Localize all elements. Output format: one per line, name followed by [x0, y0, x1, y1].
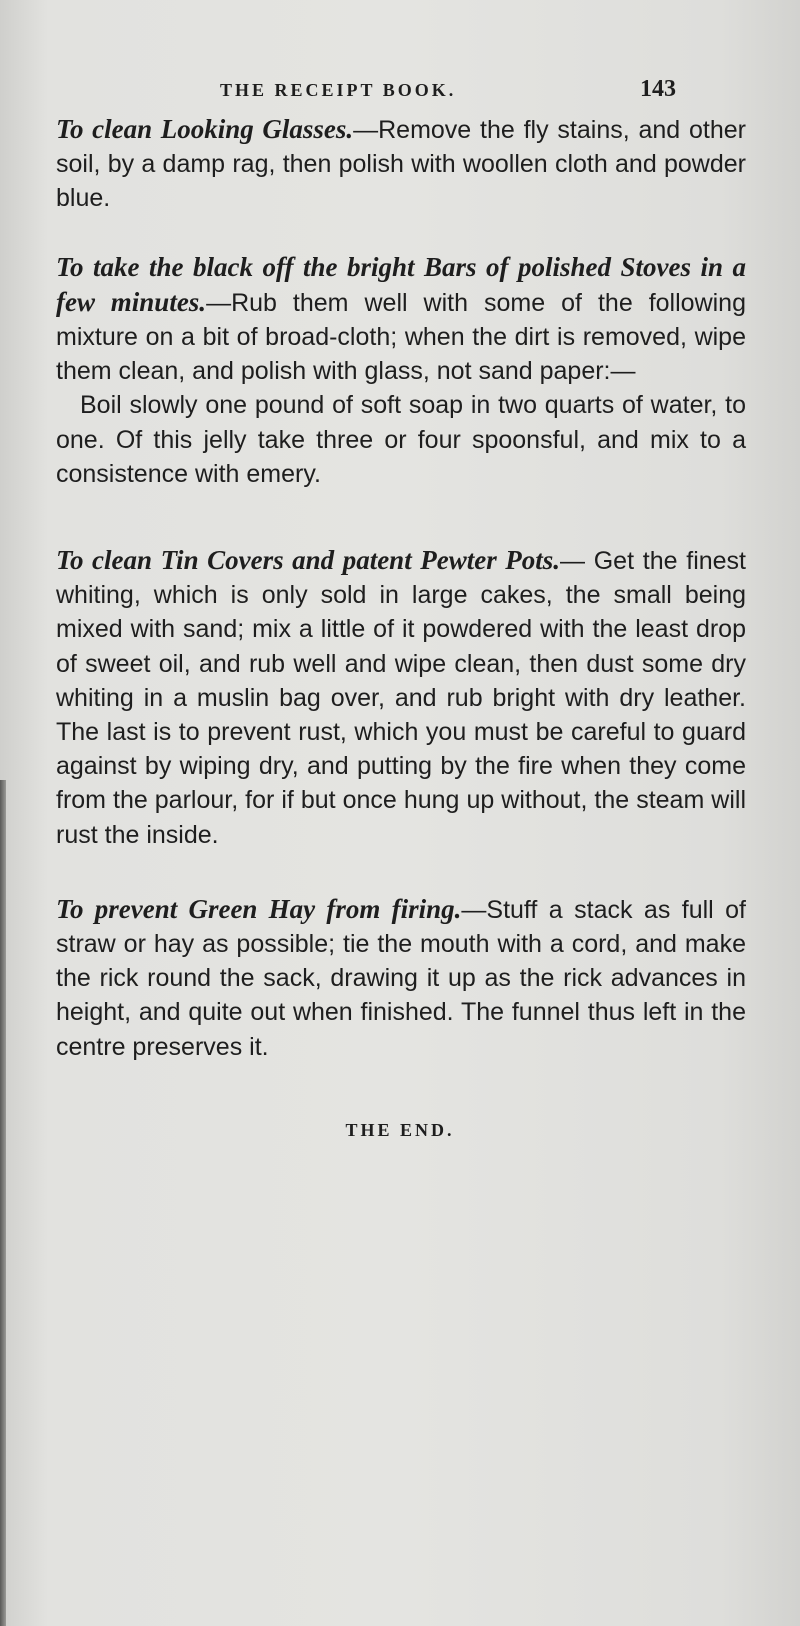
recipe-body: Boil slowly one pound of soft soap in two quarts of water, to one. Of this jelly take three or four spoonsful, and mix to a consistence with emery. [56, 391, 746, 488]
recipe-title: To clean Looking Glasses. [56, 114, 354, 144]
running-head: THE RECEIPT BOOK. [220, 80, 457, 100]
recipe-title: To prevent Green Hay from firing. [56, 893, 462, 924]
recipe-body: — Get the finest whiting, which is only sold in large cakes, the small being mixed with sand; mix a little of it powdered with the least drop of sweet oil, and rub well and wipe clean, then dust some dry whiting in a muslin bag over, and rub bright with dry leather. The last is to prevent rust, which you must be careful to guard against by wiping dry, and putting by the fire when they come from the parlour, for if but once hung up without, the steam will rust the inside. [56, 547, 746, 849]
recipe-title: To take the black off the bright Bars of polished Stoves in a few minutes. [56, 251, 746, 317]
recipe-stove-bars-mixture [56, 388, 746, 491]
recipe-body: —Remove the fly stains, and other soil, by a damp rag, then polish with woollen cloth and powder blue. [56, 116, 746, 213]
recipe-body: —Stuff a stack as full of straw or hay as possible; tie the mouth with a cord, and make the rick round the sack, drawing it up as the rick advances in height, and quite out when finished. The funnel thus left in the centre preserves it. [56, 895, 746, 1061]
recipe-green-hay [56, 892, 746, 1064]
recipe-title: To clean Tin Covers and patent Pewter Pots. [56, 545, 560, 576]
recipe-looking-glasses [56, 112, 746, 216]
recipe-body: —Rub them well with some of the following mixture on a bit of broad-cloth; when the dirt is removed, wipe them clean, and polish with glass, not sand paper:— [56, 288, 746, 386]
recipe-tin-covers [56, 543, 746, 852]
page-header [0, 76, 800, 106]
page-number: 143 [640, 76, 676, 102]
the-end-label: THE END. [345, 1120, 455, 1140]
recipe-stove-bars [56, 250, 746, 389]
book-spine-shadow [0, 780, 6, 1626]
page-body [56, 112, 746, 1064]
